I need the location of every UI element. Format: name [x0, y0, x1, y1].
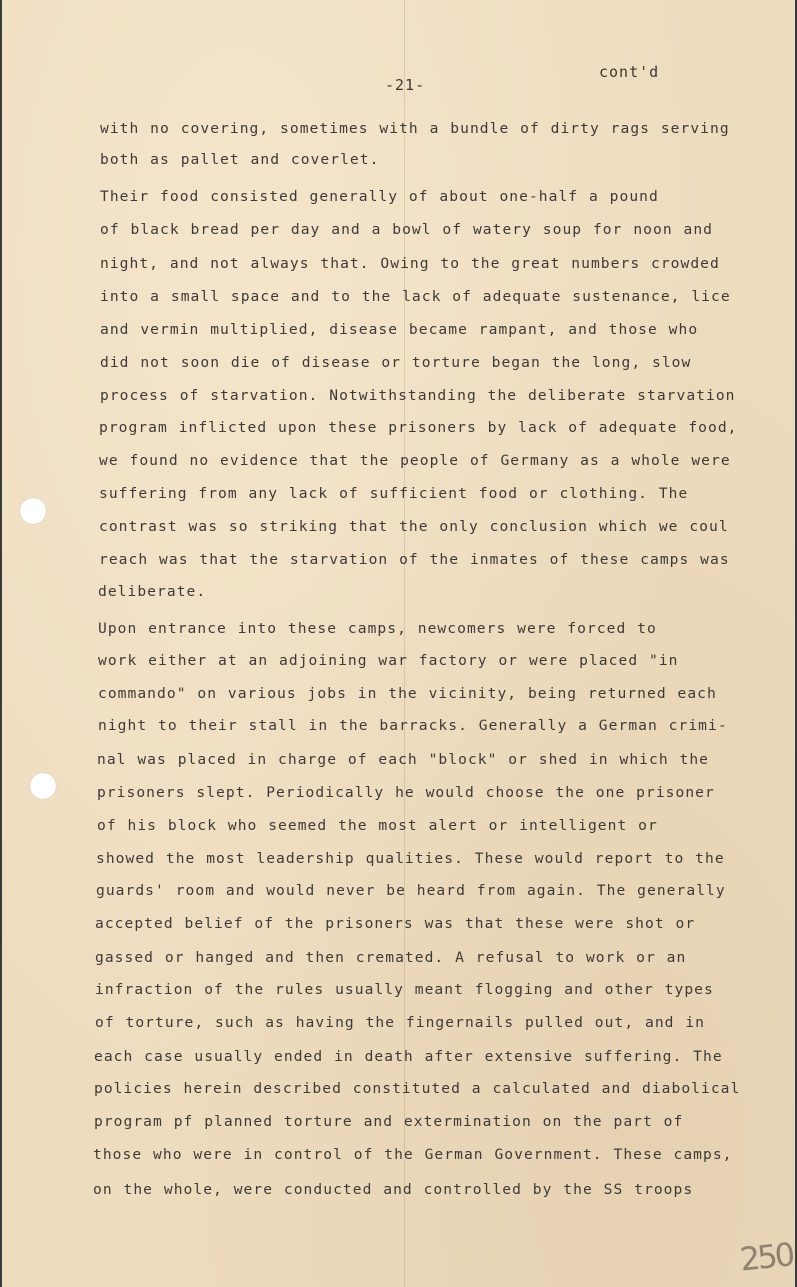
- text-line: of his block who seemed the most alert or intelligent or: [97, 817, 658, 834]
- text-line: Their food consisted generally of about one-half a pound: [100, 188, 659, 205]
- text-line: each case usually ended in death after extensive suffering. The: [94, 1048, 723, 1065]
- text-line: suffering from any lack of sufficient food or clothing. The: [99, 485, 689, 502]
- document-page: [2, 0, 795, 1287]
- text-line: into a small space and to the lack of adequate sustenance, lice: [100, 288, 731, 305]
- text-line: of black bread per day and a bowl of watery soup for noon and: [100, 221, 714, 238]
- text-line: reach was that the starvation of the inmates of these camps was: [99, 551, 730, 568]
- text-line: work either at an adjoining war factory or were placed "in: [98, 652, 679, 669]
- punch-hole-upper: [20, 498, 46, 524]
- text-line: contrast was so striking that the only conclusion which we coul: [99, 518, 729, 535]
- text-line: on the whole, were conducted and controlled by the SS troops: [93, 1181, 694, 1198]
- text-line: we found no evidence that the people of Germany as a whole were: [99, 452, 731, 469]
- text-line: those who were in control of the German Government. These camps,: [93, 1146, 733, 1163]
- text-line: deliberate.: [98, 583, 207, 600]
- continued-marker: cont'd: [599, 63, 660, 81]
- text-line: night, and not always that. Owing to the great numbers crowded: [100, 255, 720, 272]
- text-line: program inflicted upon these prisoners by lack of adequate food,: [99, 419, 738, 436]
- handwritten-page-note: 250: [738, 1235, 794, 1279]
- text-line: commando" on various jobs in the vicinity, being returned each: [98, 685, 717, 702]
- text-line: Upon entrance into these camps, newcomers were forced to: [98, 620, 657, 637]
- text-line: night to their stall in the barracks. Generally a German crimi-: [98, 717, 728, 734]
- text-line: showed the most leadership qualities. These would report to the: [96, 850, 725, 867]
- text-line: with no covering, sometimes with a bundle of dirty rags serving: [100, 120, 730, 137]
- text-line: of torture, such as having the fingernails pulled out, and in: [95, 1014, 706, 1031]
- text-line: infraction of the rules usually meant flogging and other types: [95, 981, 714, 998]
- text-line: gassed or hanged and then cremated. A refusal to work or an: [95, 949, 687, 966]
- text-line: program pf planned torture and extermination on the part of: [94, 1113, 684, 1130]
- punch-hole-lower: [30, 773, 56, 799]
- text-line: accepted belief of the prisoners was that these were shot or: [95, 915, 696, 932]
- text-line: did not soon die of disease or torture began the long, slow: [100, 354, 692, 371]
- text-line: guards' room and would never be heard from again. The generally: [96, 882, 726, 899]
- text-line: nal was placed in charge of each "block" or shed in which the: [97, 751, 710, 768]
- page-number: -21-: [385, 76, 426, 94]
- text-line: process of starvation. Notwithstanding the deliberate starvation: [100, 387, 736, 404]
- text-line: and vermin multiplied, disease became rampant, and those who: [100, 321, 699, 338]
- text-line: prisoners slept. Periodically he would choose the one prisoner: [97, 784, 715, 801]
- text-line: policies herein described constituted a calculated and diabolical: [94, 1080, 741, 1097]
- text-line: both as pallet and coverlet.: [100, 151, 380, 168]
